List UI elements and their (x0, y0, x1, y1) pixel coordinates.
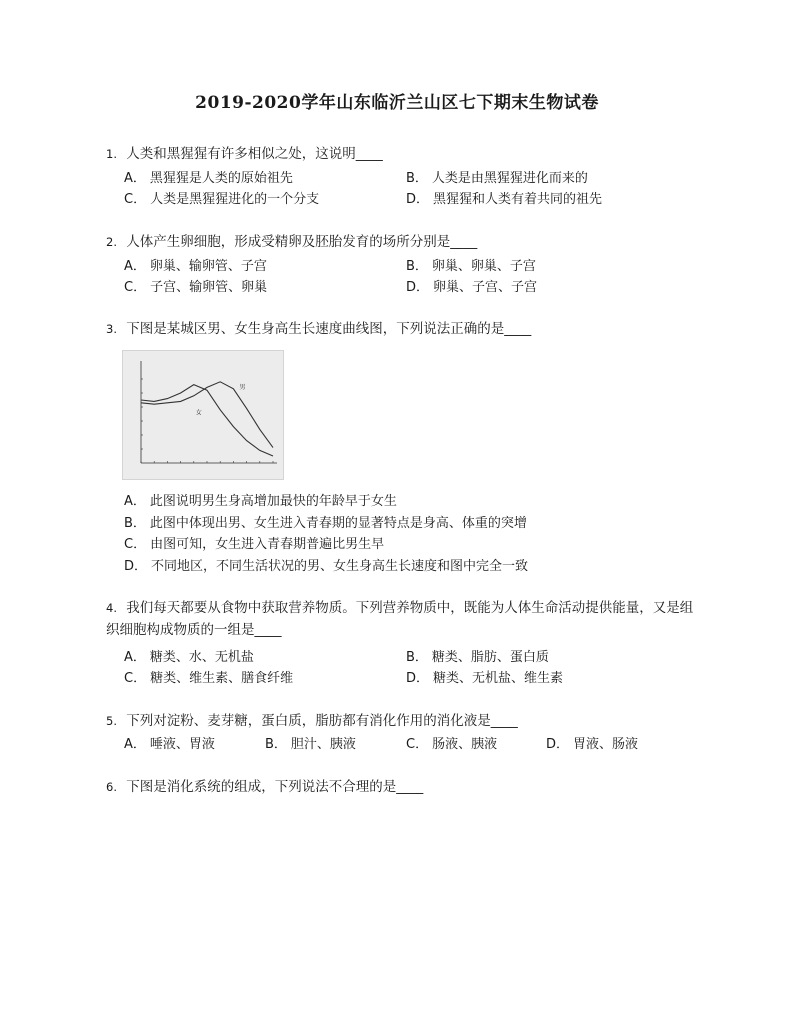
option-text: 卵巢、子宫、子宫 (433, 280, 538, 295)
option-letter: D． (124, 559, 148, 574)
question-text: 下列对淀粉、麦芽糖，蛋白质，脂肪都有消化作用的消化液是____ (126, 713, 518, 729)
option-letter: D． (406, 671, 430, 686)
chart-ticks (141, 379, 273, 463)
option-3c[interactable] (124, 533, 384, 552)
option-letter: D． (406, 192, 430, 207)
option-text: 胃液、肠液 (573, 737, 639, 752)
growth-rate-chart (122, 350, 284, 480)
option-2c[interactable] (124, 276, 267, 295)
option-text: 糖类、脂肪、蛋白质 (431, 650, 549, 665)
series-line-female (141, 385, 273, 456)
option-letter: A． (124, 259, 146, 274)
question-number: 3. (106, 322, 117, 336)
option-letter: C． (406, 737, 429, 752)
option-1d[interactable] (406, 188, 602, 207)
question-text: 下图是某城区男、女生身高生长速度曲线图，下列说法正确的是____ (126, 321, 532, 337)
question-stem (106, 776, 706, 798)
option-text: 糖类、维生素、膳食纤维 (150, 671, 294, 686)
option-letter: C． (124, 280, 147, 295)
series-label-male: 男 (239, 383, 246, 391)
option-4d[interactable] (406, 667, 563, 686)
question-number: 6. (106, 780, 117, 794)
option-text: 黑猩猩和人类有着共同的祖先 (433, 192, 603, 207)
option-2a[interactable] (124, 255, 267, 274)
option-text: 由图可知，女生进入青春期普遍比男生早 (150, 537, 385, 552)
question-text: 人类和黑猩猩有许多相似之处，这说明____ (126, 146, 383, 162)
option-text: 不同地区，不同生活状况的男、女生身高生长速度和图中完全一致 (151, 559, 529, 574)
option-letter: C． (124, 537, 147, 552)
option-4b[interactable] (406, 646, 549, 665)
option-2b[interactable] (406, 255, 536, 274)
question-1 (106, 143, 706, 165)
option-text: 糖类、水、无机盐 (149, 650, 254, 665)
option-text: 唾液、胃液 (149, 737, 215, 752)
option-letter: B． (265, 737, 287, 752)
option-letter: B． (406, 650, 428, 665)
option-3a[interactable] (124, 490, 397, 509)
option-3b[interactable] (124, 512, 527, 531)
option-4c[interactable] (124, 667, 293, 686)
question-text: 人体产生卵细胞，形成受精卵及胚胎发育的场所分别是____ (126, 234, 478, 250)
option-1b[interactable] (406, 167, 588, 186)
option-4a[interactable] (124, 646, 254, 665)
question-number: 5. (106, 714, 117, 728)
option-text: 人类是黑猩猩进化的一个分支 (150, 192, 320, 207)
option-letter: A． (124, 494, 146, 509)
chart-lines (141, 382, 273, 456)
option-letter: B． (124, 516, 146, 531)
question-stem (106, 143, 706, 165)
growth-rate-chart-svg (123, 351, 283, 479)
series-line-male (141, 382, 273, 448)
option-1c[interactable] (124, 188, 319, 207)
question-number: 2. (106, 235, 117, 249)
question-text: 下图是消化系统的组成，下列说法不合理的是____ (126, 779, 424, 795)
question-3 (106, 318, 706, 340)
question-number: 1. (106, 147, 117, 161)
question-stem (106, 318, 706, 340)
option-text: 卵巢、输卵管、子宫 (149, 259, 267, 274)
option-text: 糖类、无机盐、维生素 (433, 671, 564, 686)
option-letter: D． (406, 280, 430, 295)
option-5d[interactable] (546, 733, 638, 752)
option-text: 人类是由黑猩猩进化而来的 (431, 171, 588, 186)
question-stem (106, 597, 694, 641)
option-letter: C． (124, 671, 147, 686)
option-text: 此图中体现出男、女生进入青春期的显著特点是身高、体重的突增 (149, 516, 527, 531)
option-letter: D． (546, 737, 570, 752)
option-letter: C． (124, 192, 147, 207)
option-1a[interactable] (124, 167, 293, 186)
option-letter: B． (406, 171, 428, 186)
option-text: 此图说明男生身高增加最快的年龄早于女生 (149, 494, 397, 509)
question-stem (106, 710, 706, 732)
option-text: 子宫、输卵管、卵巢 (150, 280, 268, 295)
option-text: 胆汁、胰液 (290, 737, 356, 752)
page-title: 2019-2020学年山东临沂兰山区七下期末生物试卷 (195, 93, 599, 113)
option-letter: A． (124, 650, 146, 665)
option-text: 黑猩猩是人类的原始祖先 (149, 171, 293, 186)
question-4 (106, 597, 694, 641)
option-3d[interactable] (124, 555, 528, 574)
option-letter: A． (124, 171, 146, 186)
option-5c[interactable] (406, 733, 497, 752)
question-5 (106, 710, 706, 732)
series-label-female: 女 (195, 409, 202, 417)
question-text: 我们每天都要从食物中获取营养物质。下列营养物质中，既能为人体生命活动提供能量，又是组织细胞构成物质的一组是____ (106, 600, 694, 638)
option-2d[interactable] (406, 276, 537, 295)
question-stem (106, 231, 706, 253)
question-2 (106, 231, 706, 253)
option-5b[interactable] (265, 733, 356, 752)
option-text: 卵巢、卵巢、子宫 (431, 259, 536, 274)
option-letter: A． (124, 737, 146, 752)
question-6 (106, 776, 706, 798)
option-5a[interactable] (124, 733, 215, 752)
question-number: 4. (106, 601, 117, 615)
option-letter: B． (406, 259, 428, 274)
option-text: 肠液、胰液 (432, 737, 498, 752)
